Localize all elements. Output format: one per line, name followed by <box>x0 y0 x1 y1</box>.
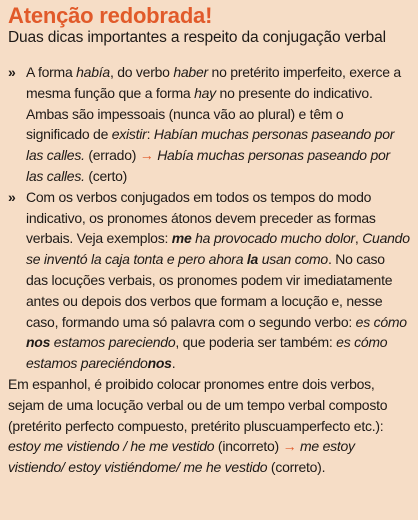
tip1-text: : <box>146 126 154 143</box>
tip-item-habia <box>8 62 410 187</box>
tip1-wrong-example: Habían muchas personas paseando por las calles. <box>26 126 395 164</box>
tip1-term-haber: haber <box>173 64 208 80</box>
tip1-text: no presente do indicativo. Ambas são impessoais (nunca vão ao plural) e têm o significado de <box>26 84 373 143</box>
box-subtitle: Duas dicas importantes a respeito da conjugação verbal <box>8 29 386 46</box>
box-title: Atenção redobrada! <box>8 3 213 28</box>
tip1-term-habia: había <box>76 64 110 80</box>
bullet-icon: » <box>8 64 16 80</box>
tip2-text: . <box>171 355 176 372</box>
tip1-text: no pretérito imperfeito, exerce a mesma função que a forma <box>26 64 401 101</box>
tip1-term-hay: hay <box>194 84 216 101</box>
arrow-right-icon: → <box>139 147 154 164</box>
closing-label-wrong: (incorreto) <box>214 438 283 455</box>
tip1-text: A forma <box>26 64 77 80</box>
tip1-text: , do verbo <box>109 64 174 80</box>
tip2-pronoun-me: me <box>171 230 192 247</box>
closing-right-example: me estoy vistiendo/ estoy vistiéndome/ me he vestido <box>8 438 355 476</box>
tip2-example-4-start: es cómo estamos pareciéndo <box>26 334 388 372</box>
tip1-label-wrong: (errado) <box>84 147 140 164</box>
tip2-pronoun-la: la <box>246 251 259 268</box>
bullet-icon: » <box>8 188 16 205</box>
tip2-example-3-start: es cómo <box>355 313 407 330</box>
tip-item-pronomes <box>8 187 410 374</box>
tip2-pronoun-nos: nos <box>26 334 51 351</box>
tips-list <box>8 62 410 374</box>
tip1-right-example: Había muchas personas paseando por las calles. <box>26 147 390 184</box>
tip1-term-existir: existir <box>111 126 147 143</box>
tip2-example-1 <box>172 230 355 246</box>
tip2-example-2-end: usan como <box>258 251 328 268</box>
tip2-text: , que poderia ser também: <box>175 334 337 351</box>
tip2-text: . No caso das locuções verbais, os pronomes podem vir imediatamente antes ou depois dos verbos que formam a locução e, nesse caso, formando uma só palavra com o segundo verbo: <box>26 251 393 330</box>
tip2-example-1-rest: ha provocado mucho dolor <box>191 230 355 247</box>
arrow-right-icon: → <box>282 438 297 455</box>
closing-label-right: (correto). <box>267 459 326 476</box>
tip2-pronoun-nos-enclitic: nos <box>147 355 172 372</box>
closing-wrong-example: estoy me vistiendo / he me vestido <box>8 438 215 455</box>
tip2-text: , <box>354 230 363 247</box>
tip2-text: Com os verbos conjugados em todos os tempos do modo indicativo, os pronomes átonos devem preceder as formas verbais. Veja exemplos: <box>26 188 376 247</box>
closing-paragraph <box>8 374 410 478</box>
closing-text: Em espanhol, é proibido colocar pronomes entre dois verbos, sejam de uma locução verbal ou de um tempo verbal composto (pretérito perfecto compuesto, pretérito pluscuamperfecto etc.): <box>8 375 388 434</box>
tip2-example-3-end: estamos pareciendo <box>50 334 176 351</box>
tip1-label-right: (certo) <box>84 167 128 184</box>
tip2-example-2-start: Cuando se inventó la caja tonta e pero ahora <box>26 230 410 268</box>
